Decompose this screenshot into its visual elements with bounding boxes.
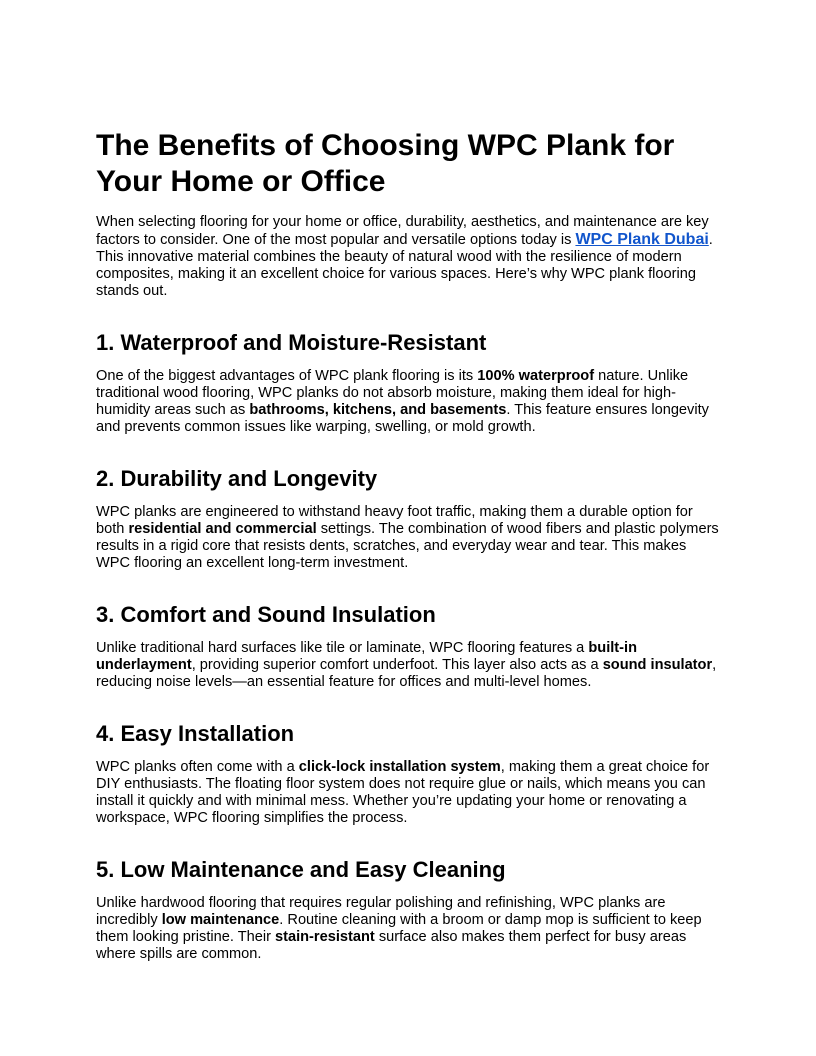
section-1-text-1: One of the biggest advantages of WPC plank flooring is its (96, 368, 478, 384)
section-4-heading: 4. Easy Installation (96, 721, 295, 746)
section-5-text-3: surface also makes them perfect for busy areas where spills are common. (96, 929, 687, 962)
section-2-heading: 2. Durability and Longevity (96, 466, 378, 491)
section-1-heading: 1. Waterproof and Moisture-Resistant (96, 330, 487, 355)
section-4-text-2: , making them a great choice for DIY enthusiasts. The floating floor system does not require glue or nails, which means you can install it quickly and with minimal mess. Whether you’re updating your home or renovating a workspace, WPC flooring simplifies the process. (96, 759, 710, 826)
section-3-text-3: , reducing noise levels—an essential feature for offices and multi-level homes. (96, 657, 717, 690)
intro-text-2: . This innovative material combines the beauty of natural wood with the resilience of modern composites, making it an excellent choice for various spaces. Here’s why WPC plank flooring stands out. (96, 232, 713, 299)
section-1-bold-2: bathrooms, kitchens, and basements (249, 402, 507, 418)
section-1-paragraph (96, 368, 720, 436)
section-2-paragraph (96, 504, 720, 572)
section-1-text-2: nature. Unlike traditional wood flooring, WPC planks do not absorb moisture, making them ideal for high-humidity areas such as (96, 368, 689, 418)
section-3-bold-2: sound insulator (602, 657, 713, 673)
section-2-bold-1: residential and commercial (128, 521, 317, 537)
page-title: The Benefits of Choosing WPC Plank for Your Home or Office (96, 129, 675, 198)
section-5-text-1: Unlike hardwood flooring that requires regular polishing and refinishing, WPC planks are incredibly (96, 895, 666, 928)
intro-paragraph (96, 214, 720, 300)
section-1-bold-1: 100% waterproof (477, 368, 595, 384)
section-5-text-2: . Routine cleaning with a broom or damp mop is sufficient to keep them looking pristine. Their (96, 912, 702, 945)
section-3-text-2: , providing superior comfort underfoot. This layer also acts as a (191, 657, 603, 673)
section-4-text-1: WPC planks often come with a (96, 759, 299, 775)
section-5-bold-1: low maintenance (161, 912, 280, 928)
section-5-bold-2: stain-resistant (275, 929, 375, 945)
section-2-text-1: WPC planks are engineered to withstand heavy foot traffic, making them a durable option for both (96, 504, 693, 537)
section-2-text-2: settings. The combination of wood fibers and plastic polymers results in a rigid core that resists dents, scratches, and everyday wear and tear. This makes WPC flooring an excellent long-term investment. (96, 521, 719, 571)
wpc-plank-dubai-link[interactable]: WPC Plank Dubai (575, 231, 709, 248)
section-3-heading: 3. Comfort and Sound Insulation (96, 602, 436, 627)
section-1-text-3: . This feature ensures longevity and prevents common issues like warping, swelling, or mold growth. (96, 402, 709, 435)
section-5-heading: 5. Low Maintenance and Easy Cleaning (96, 857, 506, 882)
section-3-bold-1: built-in underlayment (96, 640, 637, 673)
section-5-paragraph (96, 895, 720, 963)
intro-text-1: When selecting flooring for your home or office, durability, aesthetics, and maintenance are key factors to consider. One of the most popular and versatile options today is (96, 214, 709, 248)
section-4-bold-1: click-lock installation system (298, 759, 501, 775)
section-3-paragraph (96, 640, 720, 691)
section-4-paragraph (96, 759, 720, 827)
document-page (96, 128, 720, 963)
section-3-text-1: Unlike traditional hard surfaces like tile or laminate, WPC flooring features a (96, 640, 589, 656)
